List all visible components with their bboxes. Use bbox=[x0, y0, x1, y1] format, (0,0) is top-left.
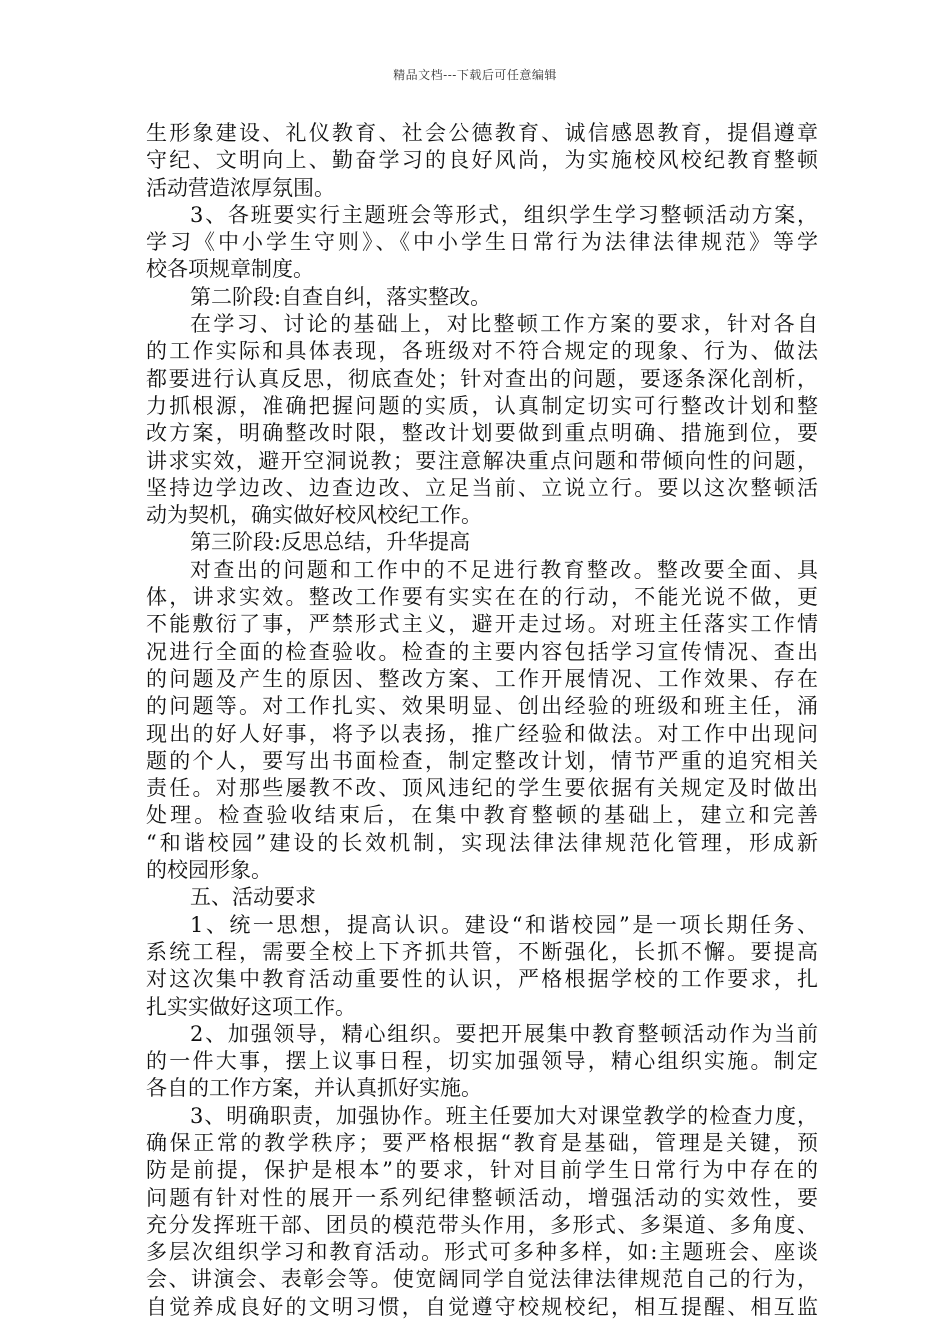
text-line: 对这次集中教育活动重要性的认识，严格根据学校的工作要求，扎 bbox=[146, 967, 818, 992]
text-line: 防是前提，保护是根本”的要求，针对目前学生日常行为中存在的 bbox=[146, 1158, 818, 1183]
text-line: 五、活动要求 bbox=[190, 885, 316, 910]
text-line: 系统工程，需要全校上下齐抓共管，不断强化，长抓不懈。要提高 bbox=[146, 939, 818, 964]
text-line: 生形象建设、礼仪教育、社会公德教育、诚信感恩教育，提倡遵章 bbox=[146, 121, 818, 145]
text-line: 自觉养成良好的文明习惯，自觉遵守校规校纪，相互提醒、相互监 bbox=[146, 1294, 818, 1319]
text-line: 3、明确职责，加强协作。班主任要加大对课堂教学的检查力度， bbox=[190, 1103, 818, 1128]
text-line: 守纪、文明向上、勤奋学习的良好风尚，为实施校风校纪教育整顿 bbox=[146, 148, 818, 173]
text-line: 的一件大事，摆上议事日程，切实加强领导，精心组织实施。制定 bbox=[146, 1049, 818, 1074]
text-line: 多层次组织学习和教育活动。形式可多种多样，如:主题班会、座谈 bbox=[146, 1240, 818, 1265]
text-line: 校各项规章制度。 bbox=[146, 257, 314, 282]
text-line: 的问题等。对工作扎实、效果明显、创出经验的班级和班主任，涌 bbox=[146, 694, 818, 719]
text-line: 在学习、讨论的基础上，对比整顿工作方案的要求，针对各自 bbox=[190, 312, 818, 337]
text-line: 的工作实际和具体表现，各班级对不符合规定的现象、行为、做法 bbox=[146, 339, 818, 364]
text-line: 况进行全面的检查验收。检查的主要内容包括学习宣传情况、查出 bbox=[146, 639, 818, 664]
text-line: “和谐校园”建设的长效机制，实现法律法律规范化管理，形成新 bbox=[146, 830, 818, 855]
text-line: 坚持边学边改、边查边改、立足当前、立说立行。要以这次整顿活 bbox=[146, 475, 818, 500]
text-line: 活动营造浓厚氛围。 bbox=[146, 175, 335, 200]
text-line: 3、各班要实行主题班会等形式，组织学生学习整顿活动方案， bbox=[190, 202, 818, 227]
text-line: 力抓根源，准确把握问题的实质，认真制定切实可行整改计划和整 bbox=[146, 393, 818, 418]
text-line: 处理。检查验收结束后，在集中教育整顿的基础上，建立和完善 bbox=[146, 803, 818, 828]
text-line: 题的个人，要写出书面检查，制定整改计划，情节严重的追究相关 bbox=[146, 748, 818, 773]
text-line: 2、加强领导，精心组织。要把开展集中教育整顿活动作为当前 bbox=[190, 1021, 818, 1046]
text-line: 充分发挥班干部、团员的模范带头作用，多形式、多渠道、多角度、 bbox=[146, 1212, 818, 1237]
text-line: 1、统一思想，提高认识。建设“和谐校园”是一项长期任务、 bbox=[190, 912, 818, 937]
text-line: 确保正常的教学秩序；要严格根据“教育是基础，管理是关键，预 bbox=[146, 1130, 818, 1155]
text-line: 体，讲求实效。整改工作要有实实在在的行动，不能光说不做，更 bbox=[146, 585, 818, 610]
text-line: 改方案，明确整改时限，整改计划要做到重点明确、措施到位，要 bbox=[146, 421, 818, 446]
text-line: 学习《中小学生守则》、《中小学生日常行为法律法律规范》等学 bbox=[146, 230, 818, 255]
text-line: 问题有针对性的展开一系列纪律整顿活动，增强活动的实效性，要 bbox=[146, 1185, 818, 1210]
text-line: 扎实实做好这项工作。 bbox=[146, 994, 356, 1019]
text-line: 对查出的问题和工作中的不足进行教育整改。整改要全面、具 bbox=[190, 557, 818, 582]
text-line: 都要进行认真反思，彻底查处；针对查出的问题，要逐条深化剖析， bbox=[146, 366, 818, 391]
text-line: 责任。对那些屡教不改、顶风违纪的学生要依据有关规定及时做出 bbox=[146, 776, 818, 801]
text-line: 现出的好人好事，将予以表扬，推广经验和做法。对工作中出现问 bbox=[146, 721, 818, 746]
text-line: 的问题及产生的原因、整改方案、工作开展情况、工作效果、存在 bbox=[146, 666, 818, 691]
text-line: 会、讲演会、表彰会等。使宽阔同学自觉法律法律规范自己的行为， bbox=[146, 1267, 818, 1292]
text-line: 第二阶段:自查自纠，落实整改。 bbox=[190, 284, 492, 309]
text-line: 动为契机，确实做好校风校纪工作。 bbox=[146, 503, 482, 528]
page-header: 精品文档---下载后可任意编辑 bbox=[393, 68, 557, 82]
text-line: 的校园形象。 bbox=[146, 858, 272, 883]
text-line: 不能敷衍了事，严禁形式主义，避开走过场。对班主任落实工作情 bbox=[146, 612, 818, 637]
text-line: 各自的工作方案，并认真抓好实施。 bbox=[146, 1076, 482, 1101]
text-line: 讲求实效，避开空洞说教；要注意解决重点问题和带倾向性的问题， bbox=[146, 448, 818, 473]
text-line: 第三阶段:反思总结，升华提高 bbox=[190, 530, 471, 555]
document-body bbox=[146, 120, 818, 1321]
